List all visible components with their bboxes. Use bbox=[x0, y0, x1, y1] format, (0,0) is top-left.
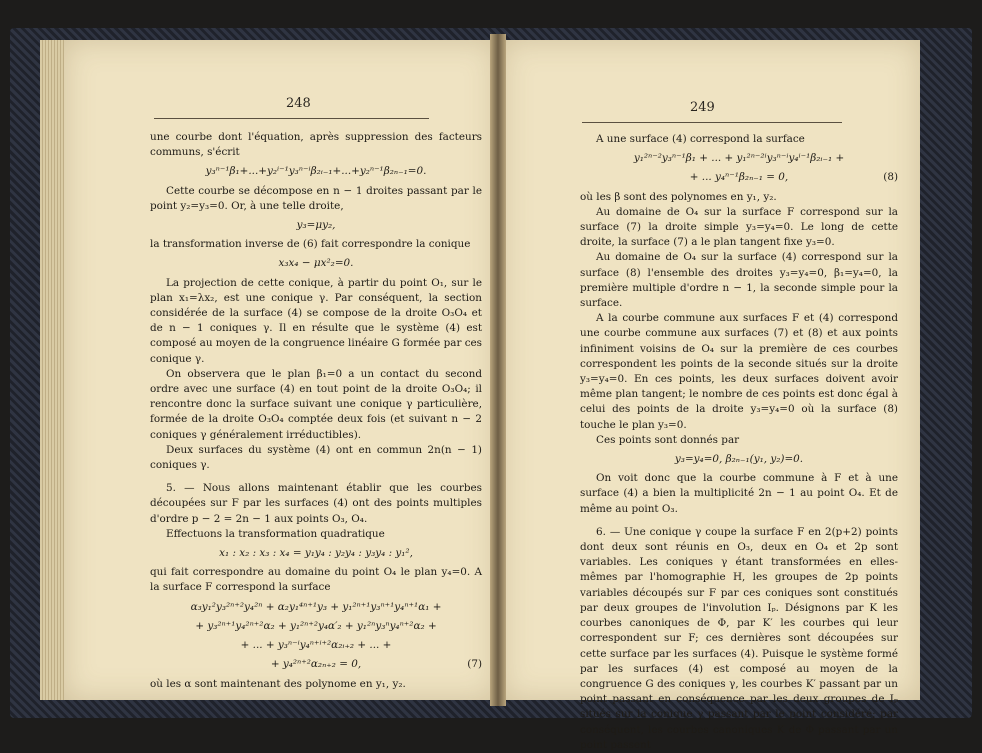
equation bbox=[150, 600, 482, 615]
equation-text: y₁²ⁿ⁻²y₃ⁿ⁻¹β₁ + ... + y₁²ⁿ⁻²ⁱy₃ⁿ⁻ⁱy₄ⁱ⁻¹β₂ᵢ₋₁ + bbox=[633, 152, 845, 165]
left-page-text bbox=[150, 130, 482, 692]
equation-text: y₃ⁿ⁻¹β₁+...+y₂ⁱ⁻¹y₃ⁿ⁻ⁱβ₂ᵢ₋₁+...+y₂ⁿ⁻¹β₂ₙ₋₁=0. bbox=[205, 165, 427, 178]
equation bbox=[580, 170, 898, 185]
equation bbox=[150, 638, 482, 653]
paragraph: A une surface (4) correspond la surface bbox=[596, 133, 805, 145]
paragraph: Ces points sont donnés par bbox=[596, 433, 740, 446]
equation bbox=[580, 151, 898, 166]
equation-text: + y₃²ⁿ⁺¹y₄²ⁿ⁺²α₂ + y₁²ⁿ⁺²y₄α′₂ + y₁²ⁿy₃ⁿy₄ⁿ⁺²α₂ + bbox=[195, 619, 437, 632]
equation bbox=[150, 546, 482, 561]
paragraph: On observera que le plan β₁=0 a un contact du second ordre avec une surface (4) en tout point de la droite O₃O₄; il rencontre donc la surface suivant une conique γ particulière, formée de la droite O₃O₄ comptée deux fois (et suivant n − 2 coniques γ généralement irréductibles). bbox=[150, 367, 482, 441]
right-page-number: 249 bbox=[690, 100, 715, 115]
right-page bbox=[502, 40, 920, 751]
paragraph: Effectuons la transformation quadratique bbox=[166, 527, 385, 540]
equation bbox=[150, 657, 482, 672]
left-page-number: 248 bbox=[286, 96, 311, 111]
equation-text: y₃=μy₂, bbox=[296, 219, 336, 232]
equation-text: + ... y₄ⁿ⁻¹β₂ₙ₋₁ = 0, bbox=[689, 171, 789, 184]
paragraph: où les α sont maintenant des polynome en y₁, y₂. bbox=[150, 677, 406, 690]
paragraph: On voit donc que la courbe commune à F et à une surface (4) a bien la multiplicité 2n − 1 au point O₄. Et de même au point O₃. bbox=[580, 472, 898, 515]
paragraph: A la courbe commune aux surfaces F et (4) correspond une courbe commune aux surfaces (7) et (8) et aux points infiniment voisins de O₄ sur la première de ces courbes correspondent les points de la seconde situés sur la droite y₃=y₄=0. En ces points, les deux surfaces doivent avoir même plan tangent; le nombre de ces points est donc égal à celui des points de la droite y₃=y₄=0 où la surface (8) touche le plan y₃=0. bbox=[580, 312, 898, 431]
paragraph-gap bbox=[580, 517, 898, 525]
equation bbox=[150, 218, 482, 233]
paragraph: Cette courbe se décompose en n − 1 droites passant par le point y₂=y₃=0. Or, à une telle droite, bbox=[150, 184, 482, 212]
paragraph: Au domaine de O₄ sur la surface (4) correspond sur la surface (8) l'ensemble des droites y₃=y₄=0, β₁=y₄=0, la première multiple d'ordre n − 1, la seconde simple pour la surface. bbox=[580, 251, 898, 310]
equation bbox=[150, 256, 482, 271]
right-header-rule bbox=[582, 122, 842, 123]
equation-text: + y₄²ⁿ⁺²α₂ₙ₊₂ = 0, bbox=[270, 658, 362, 671]
paragraph: Au domaine de O₄ sur la surface F correspond sur la surface (7) la droite simple y₃=y₄=0. Le long de cette droite, la surface (7) a le plan tangent fixe y₃=0. bbox=[580, 205, 898, 249]
paragraph: une courbe dont l'équation, après suppression des facteurs communs, s'écrit bbox=[150, 131, 482, 159]
paragraph: Deux surfaces du système (4) ont en commun 2n(n − 1) coniques γ. bbox=[150, 443, 482, 472]
book-gutter bbox=[490, 34, 506, 706]
left-header-rule bbox=[154, 118, 429, 119]
equation-text: x₁ : x₂ : x₃ : x₄ = y₁y₄ : y₂y₄ : y₃y₄ : y₁², bbox=[219, 547, 413, 560]
equation bbox=[150, 619, 482, 634]
paragraph: 6. — Une conique γ coupe la surface F en 2(p+2) points dont deux sont réunis en O₃, deux en O₄ et 2p sont variables. Les coniques γ étant transformées en elles-mêmes par l'homographie H, les groupes de 2p points variables découpés sur F par ces coniques sont constitués par deux groupes de l'involution Iₚ. Désignons par K les courbes canoniques de Φ, par K′ les courbes qui leur correspondent sur F; ces dernières sont découpées sur cette surface par les surfaces (4). Puisque le système formé par les surfaces (4) est composé au moyen de la congruence G des coniques γ, les courbes K′ passant par un point passant en conséquence par les deux groupes de Iₚ situés sur la conique γ passant par le point considéré; par conséquent, les courbes canoniques K de Φ passant par un point passent bbox=[580, 525, 898, 751]
paragraph: où les β sont des polynomes en y₁, y₂. bbox=[580, 190, 777, 203]
paragraph: 5. — Nous allons maintenant établir que les courbes découpées sur F par les surfaces (4) ont des points multiples d'ordre p − 2 = 2n − 1 aux points O₃, O₄. bbox=[150, 482, 482, 525]
paragraph: la transformation inverse de (6) fait correspondre la conique bbox=[150, 238, 471, 251]
equation bbox=[150, 164, 482, 179]
paragraph-gap bbox=[150, 473, 482, 481]
paragraph: La projection de cette conique, à partir du point O₁, sur le plan x₁=λx₂, est une conique γ. Par conséquent, la section considérée de la surface (4) se compose de la droite O₃O₄ et de n − 1 coniques γ. Il en résulte que le système (4) est composé au moyen de la congruence linéaire G formée par ces conique γ. bbox=[150, 276, 483, 365]
equation-text: α₃y₁²y₃²ⁿ⁺²y₄²ⁿ + α₂y₁⁴ⁿ⁺¹y₃ + y₁²ⁿ⁺¹y₃ⁿ⁺¹y₄ⁿ⁺¹α₁ + bbox=[190, 600, 442, 613]
equation-number: (8) bbox=[883, 171, 898, 184]
equation-number: (7) bbox=[467, 658, 482, 671]
paragraph: qui fait correspondre au domaine du point O₄ le plan y₄=0. A la surface F correspond la surface bbox=[150, 566, 482, 594]
page-edges bbox=[40, 40, 64, 700]
right-page-text bbox=[580, 132, 898, 753]
equation bbox=[580, 452, 898, 467]
equation-text: + ... + y₃ⁿ⁻ⁱy₄ⁿ⁺ⁱ⁺²α₂ᵢ₊₂ + ... + bbox=[240, 639, 392, 652]
equation-text: x₃x₄ − μx²₂=0. bbox=[278, 257, 354, 270]
equation-text: y₃=y₄=0, β₂ₙ₋₁(y₁, y₂)=0. bbox=[674, 453, 804, 466]
left-page bbox=[64, 40, 496, 700]
